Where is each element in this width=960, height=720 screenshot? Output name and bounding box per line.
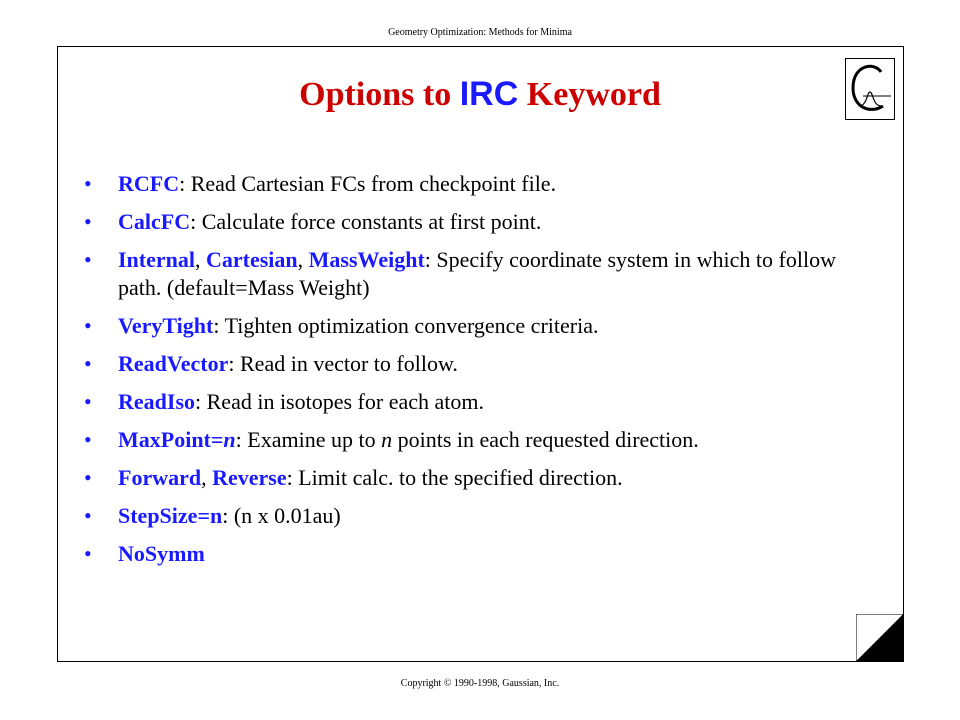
- list-item: • StepSize=n: (n x 0.01au): [84, 503, 341, 528]
- options-list: [84, 170, 864, 578]
- list-item: • Internal, Cartesian, MassWeight: Specify coordinate system in which to follow path. (default=Mass Weight): [84, 247, 836, 300]
- item-text: : (n x 0.01au): [222, 503, 341, 528]
- item-text: : Tighten optimization convergence criteria.: [213, 313, 599, 338]
- item-text: : Read in vector to follow.: [228, 351, 458, 376]
- separator: ,: [195, 247, 206, 272]
- list-item: • Forward, Reverse: Limit calc. to the specified direction.: [84, 465, 623, 490]
- list-item: • ReadIso: Read in isotopes for each atom.: [84, 389, 484, 414]
- item-text-italic: n: [381, 427, 393, 452]
- keyword-maxpoint: MaxPoint=: [118, 427, 224, 452]
- list-item: • CalcFC: Calculate force constants at first point.: [84, 209, 542, 234]
- title-keyword: IRC: [459, 75, 519, 113]
- keyword-readiso: ReadIso: [118, 389, 196, 414]
- item-text: : Read in isotopes for each atom.: [195, 389, 484, 414]
- item-text: : Specify coordinate system in which to follow path. (default=Mass Weight): [118, 247, 836, 300]
- list-item: • NoSymm: [84, 541, 205, 566]
- item-text: : Examine up to: [235, 427, 382, 452]
- keyword-maxpoint-n: n: [223, 427, 236, 452]
- keyword-internal: Internal: [118, 247, 195, 272]
- keyword-massweight: MassWeight: [308, 247, 425, 272]
- title-suffix: Keyword: [518, 76, 661, 113]
- keyword-nosymm: NoSymm: [118, 541, 205, 566]
- item-text: : Calculate force constants at first point.: [190, 209, 542, 234]
- separator: ,: [297, 247, 309, 272]
- keyword-calcfc: CalcFC: [118, 209, 191, 234]
- slide-header: Geometry Optimization: Methods for Minima: [388, 27, 572, 38]
- list-item: • VeryTight: Tighten optimization convergence criteria.: [84, 313, 599, 338]
- separator: ,: [201, 465, 213, 490]
- page-corner-icon: [856, 614, 904, 662]
- keyword-verytight: VeryTight: [118, 313, 214, 338]
- keyword-forward: Forward: [118, 465, 202, 490]
- list-item: • MaxPoint=n: Examine up to n points in each requested direction.: [84, 427, 699, 452]
- item-text: : Read Cartesian FCs from checkpoint file.: [179, 171, 557, 196]
- item-text: : Limit calc. to the specified direction.: [286, 465, 623, 490]
- keyword-rcfc: RCFC: [118, 171, 180, 196]
- keyword-stepsize: StepSize=n: [118, 503, 223, 528]
- keyword-readvector: ReadVector: [118, 351, 229, 376]
- slide-title: [0, 75, 960, 114]
- keyword-cartesian: Cartesian: [206, 247, 298, 272]
- copyright-footer: Copyright © 1990-1998, Gaussian, Inc.: [400, 678, 560, 689]
- title-prefix: Options to: [299, 76, 460, 113]
- keyword-reverse: Reverse: [212, 465, 287, 490]
- list-item: • ReadVector: Read in vector to follow.: [84, 351, 458, 376]
- gaussian-logo-icon: [845, 58, 895, 120]
- item-text: points in each requested direction.: [392, 427, 699, 452]
- list-item: • RCFC: Read Cartesian FCs from checkpoint file.: [84, 171, 557, 196]
